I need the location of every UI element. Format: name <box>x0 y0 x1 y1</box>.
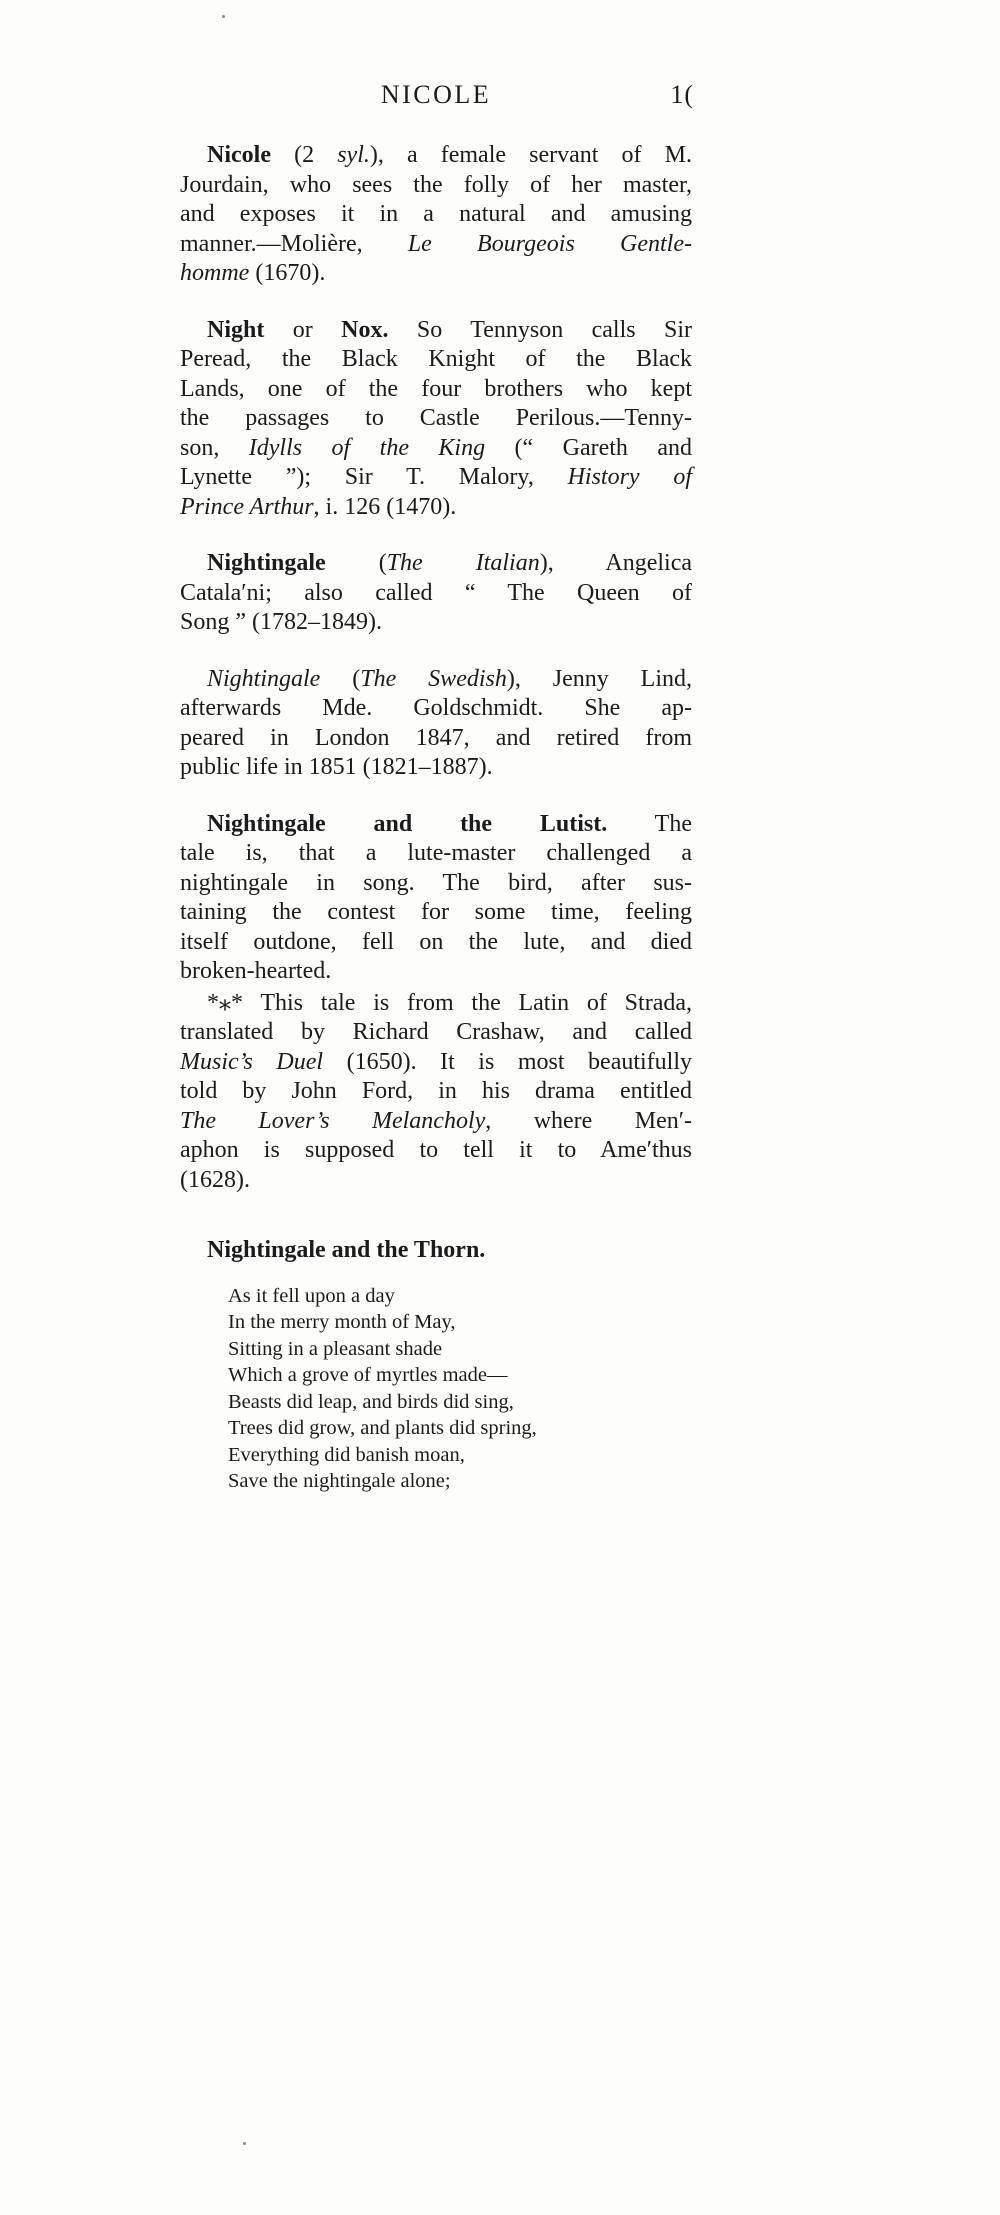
text-run: ), a female servant of M. <box>369 142 692 168</box>
text-run: History of <box>567 464 692 490</box>
text-run: The <box>607 810 692 837</box>
text-run: (1670). <box>249 260 326 286</box>
text-run: Everything did banish moan, <box>228 1443 465 1466</box>
entry-nicole <box>180 141 692 289</box>
text-run: taining the contest for some time, feeling <box>180 899 692 925</box>
text-line <box>228 1309 692 1336</box>
text-run: Idylls of the King <box>248 434 486 461</box>
text-line <box>180 1077 692 1107</box>
text-run: Lands, one of the four brothers who kept <box>180 375 692 402</box>
text-run: The Lover’s Melancholy <box>180 1107 486 1134</box>
text-run: homme <box>180 260 250 286</box>
entry-nightingale-lutist <box>180 810 692 987</box>
text-line <box>180 549 692 579</box>
text-line <box>180 694 692 724</box>
text-run: ( <box>325 550 387 576</box>
text-line <box>180 839 692 869</box>
text-line <box>180 928 692 958</box>
text-run: son, <box>180 434 249 461</box>
text-run: , i. 126 (1470). <box>313 493 457 520</box>
text-run: public life in 1851 (1821–1887). <box>180 754 493 780</box>
text-line <box>180 1236 692 1266</box>
text-line <box>180 463 692 493</box>
entry-nightingale-thorn-heading <box>180 1236 692 1266</box>
text-line <box>228 1415 692 1442</box>
text-run: ), Angelica <box>539 550 693 576</box>
text-run: manner.—Molière, <box>180 230 408 257</box>
text-line <box>180 316 692 346</box>
entry-night <box>180 316 692 523</box>
text-run: Catala′ni; also called “ The Queen of <box>180 579 692 606</box>
text-line <box>180 869 692 899</box>
text-line <box>180 1018 692 1048</box>
text-run: Jourdain, who sees the folly of her master, <box>180 171 692 198</box>
text-run: Nox. <box>341 316 389 343</box>
text-run: told by John Ford, in his drama entitled <box>180 1078 692 1104</box>
text-line <box>180 493 692 523</box>
text-line <box>180 898 692 928</box>
text-line <box>228 1362 692 1389</box>
text-line <box>180 200 692 230</box>
text-run: Sitting in a pleasant shade <box>228 1337 443 1360</box>
text-line <box>180 375 692 405</box>
text-line <box>180 665 692 695</box>
text-run: Nightingale <box>207 665 321 692</box>
text-run: Beasts did leap, and birds did sing, <box>228 1390 514 1413</box>
text-run: or <box>264 316 342 343</box>
text-run: The Italian <box>386 550 540 576</box>
text-line <box>180 724 692 754</box>
text-line <box>180 753 692 783</box>
scan-artifact-dot <box>222 15 225 18</box>
text-line <box>180 810 692 840</box>
text-run: (1628). <box>180 1166 250 1193</box>
text-run: broken-hearted. <box>180 958 332 984</box>
page-header <box>180 80 692 114</box>
text-line <box>180 579 692 609</box>
text-run: Nightingale <box>207 550 326 576</box>
text-run: Peread, the Black Knight of the Black <box>180 346 692 372</box>
text-line <box>180 1136 692 1166</box>
text-run: As it fell upon a day <box>228 1284 395 1307</box>
text-line <box>228 1389 692 1416</box>
text-line <box>180 957 692 987</box>
text-line <box>228 1468 692 1495</box>
text-run: Nightingale and the Thorn. <box>207 1237 486 1263</box>
text-run: Lynette ”); Sir T. Malory, <box>180 464 568 490</box>
text-line <box>180 141 692 171</box>
text-line <box>180 1048 692 1078</box>
text-run: So Tennyson calls Sir <box>388 316 692 343</box>
text-line <box>228 1442 692 1469</box>
text-run: the passages to Castle Perilous.—Tenny- <box>180 405 692 431</box>
note-strada <box>180 989 692 1196</box>
text-line <box>180 989 692 1019</box>
text-line <box>180 345 692 375</box>
text-run: tale is, that a lute-master challenged a <box>180 840 692 866</box>
text-line <box>180 404 692 434</box>
text-run: (1650). It is most beautifully <box>323 1048 693 1075</box>
text-run: Prince Arthur <box>180 493 314 520</box>
text-line <box>228 1283 692 1310</box>
text-run: Nightingale and the Lutist. <box>207 810 608 837</box>
text-line <box>180 230 692 260</box>
page-number: 1( <box>670 80 694 109</box>
text-run: Save the nightingale alone; <box>228 1470 451 1492</box>
entry-nightingale-swedish <box>180 665 692 783</box>
text-run: ( <box>320 665 361 692</box>
scan-artifact-dot <box>243 2142 246 2145</box>
text-run: and exposes it in a natural and amusing <box>180 201 692 227</box>
text-run: peared in London 1847, and retired from <box>180 724 692 751</box>
text-run: itself outdone, fell on the lute, and died <box>180 928 692 955</box>
text-run: syl. <box>337 142 370 168</box>
text-run: In the merry month of May, <box>228 1311 456 1333</box>
text-line <box>180 1166 692 1196</box>
text-block <box>180 141 692 1495</box>
text-run: Le Bourgeois Gentle- <box>407 230 692 257</box>
text-run: *⁎* This tale is from the Latin of Strada, <box>207 989 692 1016</box>
text-run: Song ” (1782–1849). <box>180 609 382 635</box>
text-line <box>180 434 692 464</box>
text-line <box>228 1336 692 1363</box>
text-run: Which a grove of myrtles made— <box>228 1364 508 1386</box>
text-run: (2 <box>270 142 338 168</box>
text-column <box>180 80 692 1495</box>
entry-nightingale-italian <box>180 549 692 638</box>
text-run: nightingale in song. The bird, after sus- <box>180 869 692 896</box>
text-run: afterwards Mde. Goldschmidt. She ap- <box>180 695 692 721</box>
text-run: aphon is supposed to tell it to Ame′thus <box>180 1137 692 1163</box>
text-line <box>180 171 692 201</box>
text-line <box>180 259 692 289</box>
poem-nightingale-thorn <box>228 1283 692 1495</box>
text-run: Night <box>207 316 265 343</box>
text-run: Nicole <box>207 142 271 168</box>
text-run: translated by Richard Crashaw, and called <box>180 1019 692 1045</box>
text-line <box>180 1107 692 1137</box>
text-run: , where Men′- <box>485 1107 692 1134</box>
text-run: (“ Gareth and <box>485 434 693 461</box>
text-run: The Swedish <box>360 665 507 692</box>
text-line <box>180 608 692 638</box>
text-run: Trees did grow, and plants did spring, <box>228 1417 537 1439</box>
text-run: Music’s Duel <box>180 1048 324 1075</box>
text-run: ), Jenny Lind, <box>506 665 693 692</box>
running-head-title: NICOLE <box>380 80 492 109</box>
